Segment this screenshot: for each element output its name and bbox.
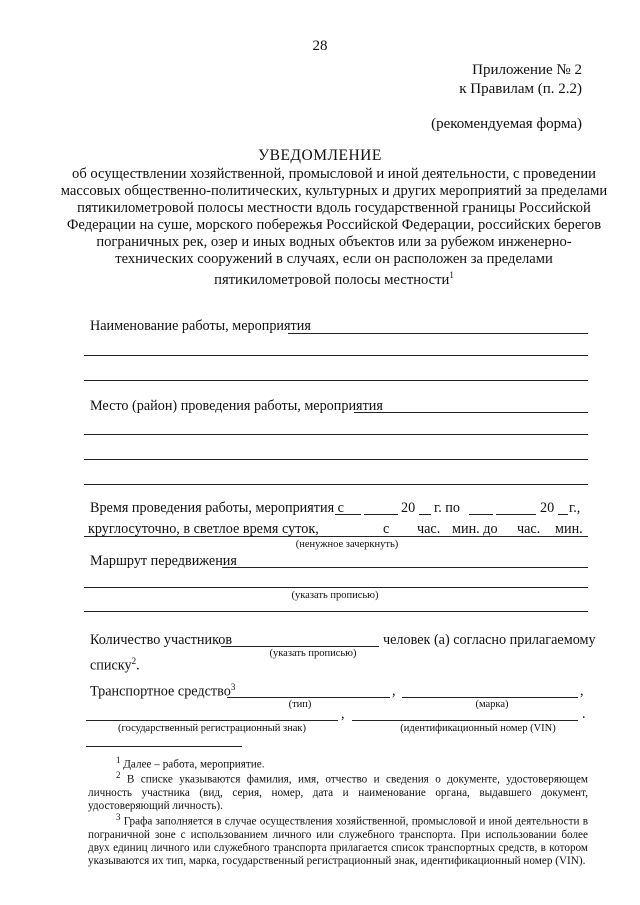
time-to-year[interactable] [558,514,568,515]
place-field-line-2[interactable] [84,434,588,435]
form-note: (рекомендуемая форма) [431,116,582,132]
route-field-line-2[interactable] [84,587,588,588]
time-to-day[interactable] [469,514,493,515]
route-field-line-1[interactable] [222,567,588,568]
footnote-separator [86,746,242,747]
count-tail: человек (а) согласно прилагаемому [383,632,596,648]
mode-min-to: мин. до [452,521,498,537]
list-label-wrap [90,656,140,675]
name-label: Наименование работы, мероприятия [90,318,311,334]
brand-hint: (марка) [475,699,509,710]
route-label: Маршрут передвижения [90,553,237,569]
transport-footnote-ref: 3 [230,682,236,692]
regnum-hint: (государственный регистрационный знак) [118,723,306,734]
footnote-3 [88,811,588,868]
mode-hours-1: час. [417,521,441,537]
subtitle-footnote-ref: 1 [449,270,454,281]
regnum-field[interactable] [86,720,338,721]
mode-min-2: мин. [555,521,583,537]
place-field-line-3[interactable] [84,459,588,460]
footnote-2-number: 2 [116,770,121,780]
transport-comma-2: , [580,683,584,699]
list-footnote-ref: 2 [131,656,137,666]
list-dot: . [136,657,140,674]
time-to-20: 20 [540,500,555,516]
type-hint: (тип) [288,699,312,710]
footnote-1-text: Далее – работа, мероприятие. [123,758,265,771]
footnote-3-text: Графа заполняется в случае осуществления хозяйственной, промысловой и иной деятельности в пограничной зоне с использованием личного или служебного транспорта. При использовании более двух единиц личного или служебного транспорта прилагается список транспортных средств, в котором указываются их тип, марка, государственный регистрационный знак, идентификационный номер (VIN). [88,815,589,867]
mode-s: с [383,521,390,537]
mode-hours-2: час. [517,521,541,537]
transport-label-wrap [90,682,235,701]
document-subtitle [60,166,608,289]
name-field-line-2[interactable] [84,355,588,356]
vin-hint: (идентификационный номер (VIN) [400,723,556,734]
footnote-3-number: 3 [116,812,121,822]
time-from-month[interactable] [364,514,398,515]
time-from-20: 20 [401,500,416,516]
footnote-2-text: В списке указываются фамилия, имя, отчество и сведения о документе, удостоверяющем личность участника (вид, серия, номер, дата и наименование органа, выдавшего документ, удостоверяющий личность). [88,773,589,812]
time-label: Время проведения работы, мероприятия с [90,500,344,516]
rules-reference: к Правилам (п. 2.2) [459,81,582,97]
time-from-year[interactable] [419,514,431,515]
footnote-2 [88,769,588,813]
mode-hint: (ненужное зачеркнуть) [295,539,399,550]
footnote-1-number: 1 [116,755,121,765]
route-field-line-3[interactable] [84,611,588,612]
place-label: Место (район) проведения работы, мероприятия [90,398,383,414]
name-field-line-3[interactable] [84,380,588,381]
route-hint: (указать прописью) [291,590,379,601]
time-g-po: г. по [434,500,460,516]
document-title: УВЕДОМЛЕНИЕ [258,147,382,164]
transport-brand-field[interactable] [402,697,578,698]
transport-type-field[interactable] [227,697,390,698]
time-to-month[interactable] [496,514,536,515]
time-from-day[interactable] [335,514,361,515]
page-number: 28 [312,38,328,54]
count-label: Количество участников [90,632,233,648]
subtitle-text: об осуществлении хозяйственной, промысловой и иной деятельности, с проведении массовых общественно-политических, культурных и других мероприятий за пределами пятикилометровой полосы местности вдоль государственной границы Российской Федерации на суше, морского побережья Российской Федерации, российских берегов пограничных рек, озер и иных водных объектов или за рубежом инженерно-технических сооружений в случаях, если он расположен за пределами пятикилометровой полосы местности [60,166,608,289]
place-field-line-4[interactable] [84,484,588,485]
transport-label: Транспортное средство [90,683,231,700]
transport-comma-1: , [392,683,396,699]
count-hint: (указать прописью) [269,648,357,659]
mode-text[interactable]: круглосуточно, в светлое время суток, [88,521,319,537]
transport-dot: . [582,706,586,722]
name-field-line-1[interactable] [288,333,588,334]
list-label: списку [90,657,132,674]
time-g: г., [569,500,581,516]
vin-field[interactable] [352,720,578,721]
appendix-number: Приложение № 2 [472,62,582,78]
count-field[interactable] [221,646,379,647]
transport-comma-3: , [341,706,345,722]
place-field-line-1[interactable] [354,412,588,413]
